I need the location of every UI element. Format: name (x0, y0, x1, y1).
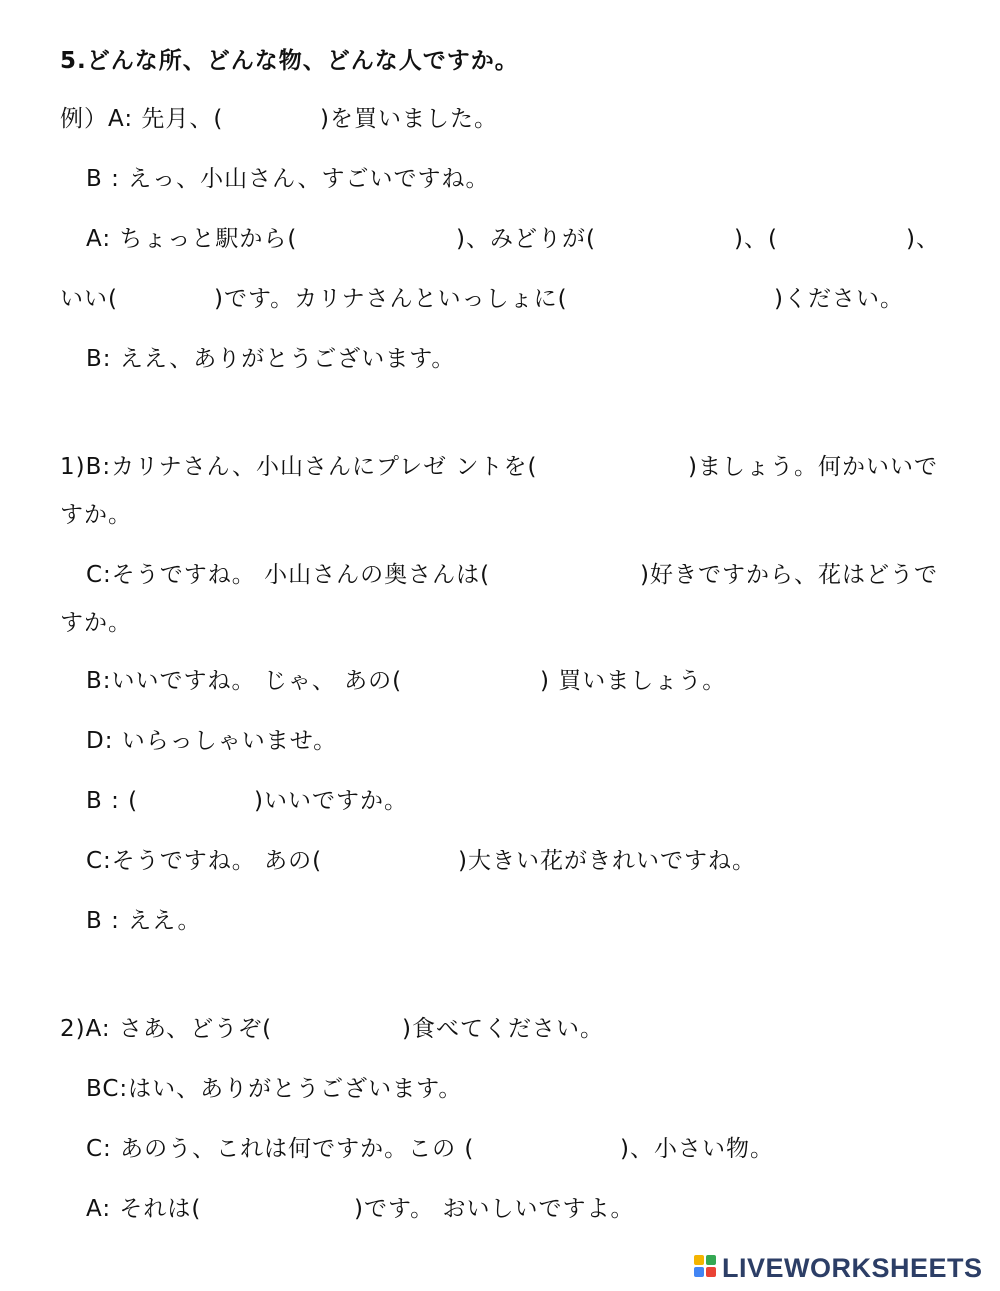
liveworksheets-mark-icon (694, 1255, 718, 1281)
answer-blank[interactable] (118, 284, 214, 314)
answer-blank[interactable] (560, 452, 688, 482)
answer-blank[interactable] (412, 666, 540, 696)
answer-blank[interactable] (274, 1014, 402, 1044)
liveworksheets-logo (694, 1254, 983, 1282)
worksheet-page: 5.どんな所、どんな物、どんな人ですか。 例）A: 先月、( )を買いました。 B : えっ、小山さん、すごいですね。 A: ちょっと駅から( )、みどりが( )、( )、 いい( )です。カリナさんといっしょに( )ください。 B: ええ、ありがとうございます。 1)B:カリナさん、小山さんにプレゼ ントを( )ましょう。何かいいで すか。 C:そうですね。 小山さんの奥さんは( )好きですから、花はどうで すか。 B:いいですね。 じゃ、 あの( ) 買いましょう。 D: いらっしゃいませ。 B : ( )いいですか。 C:そうですね。 あの( )大きい花がきれいですね。 B : ええ。 2)A: さあ、どうぞ( )食べてください。 BC:はい、ありがとうございます。 C: あのう、これは何ですか。この ( )、小さい物。 A: それは( )です。 おいしいですよ。 LIVEWORKSHEETS (60, 48, 983, 1283)
answer-blank[interactable] (304, 224, 456, 254)
answer-blank[interactable] (330, 846, 458, 876)
answer-blank[interactable] (124, 786, 254, 816)
answer-blank[interactable] (196, 1194, 354, 1224)
answer-blank[interactable] (508, 560, 640, 590)
answer-blank[interactable] (592, 284, 774, 314)
answer-blank[interactable] (608, 224, 734, 254)
answer-blank[interactable] (778, 224, 906, 254)
logo-text: LIVEWORKSHEETS (722, 1252, 983, 1283)
answer-blank[interactable] (492, 1134, 620, 1164)
answer-blank[interactable] (222, 104, 320, 134)
